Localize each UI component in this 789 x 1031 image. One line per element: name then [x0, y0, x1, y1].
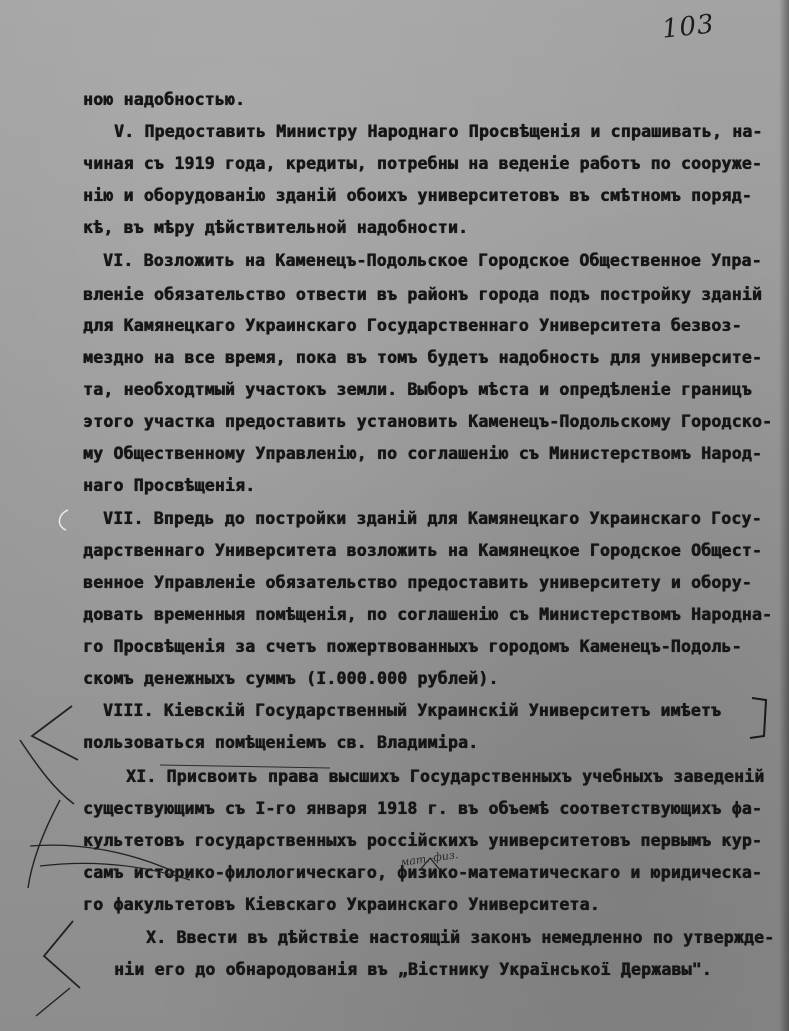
text-line: кѣ, въ мѣру дѣйствительной надобности.	[83, 218, 469, 237]
text-line: му Общественному Управленію, по соглашенію съ Министерствомъ Народ-	[83, 444, 762, 463]
text-line: го Просвѣщенія за счетъ пожертвованныхъ городомъ Каменецъ-Подоль-	[83, 637, 742, 656]
text-line: ною надобностью.	[83, 90, 246, 109]
text-line: самъ историко-филологическаго, физико-математическаго и юридическа-	[83, 863, 762, 882]
text-line: VII. Впредь до постройки зданій для Камянецкаго Украинскаго Госу-	[103, 509, 762, 528]
text-line: существующимъ съ I-го января 1918 г. въ объемѣ соответствующихъ фа-	[83, 799, 762, 818]
page-shadow-edge	[779, 0, 789, 1031]
text-line: нію и оборудованію зданій обоихъ университетовъ въ смѣтномъ поряд-	[83, 186, 752, 205]
page-number: 103	[660, 9, 717, 45]
text-line: XI. Присвоить права высшихъ Государственныхъ учебныхъ заведеній	[126, 767, 765, 786]
text-line: венное Управленіе обязательство предоставить университету и обору-	[83, 573, 752, 592]
text-line: VIII. Кіевскій Государственный Украинскій Университетъ имѣетъ	[103, 701, 722, 720]
text-line: ніи его до обнародованія въ „Вістнику Української Державы".	[114, 960, 712, 979]
text-line: V. Предоставить Министру Народнаго Просвѣщенія и спрашивать, на-	[114, 122, 763, 141]
text-line: этого участка предоставить установить Каменецъ-Подольскому Городско-	[83, 412, 773, 431]
text-line: скомъ денежныхъ суммъ (I.000.000 рублей).	[83, 669, 499, 688]
text-line: мездно на все время, пока въ томъ будетъ надобность для университе-	[83, 348, 762, 367]
text-line: Х. Ввести въ дѣйствіе настоящій законъ немедленно по утвержде-	[146, 928, 775, 947]
text-line: культетовъ государственныхъ россійскихъ университетовъ первымъ кур-	[83, 831, 762, 850]
text-line: наго Просвѣщенія.	[83, 476, 256, 495]
text-line: VI. Возложить на Каменецъ-Подольское Городское Общественное Упра-	[103, 251, 762, 270]
text-line: для Камянецкаго Украинскаго Государственнаго Университета безвоз-	[83, 316, 742, 335]
text-line: довать временныя помѣщенія, по соглашенію съ Министерствомъ Народна-	[83, 605, 773, 624]
text-line: та, необходтмый участокъ земли. Выборъ мѣста и опредѣленіе границъ	[83, 380, 752, 399]
text-line: вленіе обязательство отвести въ районъ города подъ постройку зданій	[83, 285, 762, 304]
text-line: го факультетовъ Кіевскаго Украинскаго Университета.	[83, 895, 600, 914]
text-line: дарственнаго Университета возложить на Камянецкое Городское Общест-	[83, 541, 762, 560]
handwritten-annotation: мат.-физ.	[399, 847, 460, 870]
text-line: пользоваться помѣщеніемъ св. Владиміра.	[83, 733, 479, 752]
text-line: чиная съ 1919 года, кредиты, потребны на веденіе работъ по сооруже-	[83, 154, 762, 173]
